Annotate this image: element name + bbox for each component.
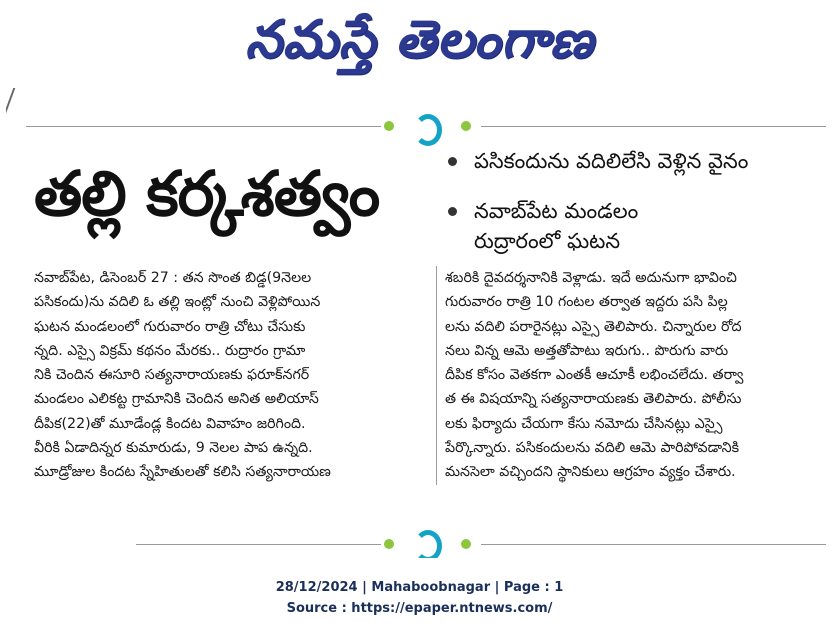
kicker-line: నవాబ్‌పేట మండలం bbox=[474, 199, 639, 223]
blue-arc-ornament bbox=[414, 530, 442, 558]
green-dot-ornament bbox=[384, 121, 394, 131]
article-column-right bbox=[436, 266, 832, 485]
green-dot-ornament bbox=[461, 539, 471, 549]
green-dot-ornament bbox=[461, 121, 471, 131]
body-line: ఘటన మండలంలో గురువారం రాత్రి చోటు చేసుకు bbox=[34, 318, 306, 335]
clip-edge-mark bbox=[6, 88, 15, 128]
body-line: దీపిక కోసం వెతకగా ఎంతకీ ఆచూకీ లభించలేదు. తర్వా bbox=[445, 367, 744, 384]
body-line: మనసెలా వచ్చిందని స్థానికులు ఆగ్రహం వ్యక్తం చేశారు. bbox=[445, 464, 736, 481]
body-line: లను వదిలి పరారైనట్లు ఎస్సై తెలిపారు. చిన్నారుల రోద bbox=[445, 318, 742, 335]
divider-rule bbox=[26, 126, 381, 127]
source-link[interactable]: Source : https://epaper.ntnews.com/ bbox=[286, 601, 553, 616]
masthead bbox=[0, 4, 839, 76]
body-line: పసికందు)ను వదిలి ఓ తల్లి ఇంట్లో నుంచి వెళ్లిపోయిన bbox=[34, 294, 321, 311]
body-line: నికి చెందిన ఈసూరి సత్యనారాయణకు ఫరూక్‌నగర్ bbox=[34, 367, 310, 384]
body-line: పేర్కొన్నారు. పసికందులను వదిలి ఆమె పారిపోవడానికి bbox=[445, 440, 739, 457]
body-line: త ఈ విషయాన్ని సత్యనారాయణకు తెలిపారు. పోలీసు bbox=[445, 391, 742, 408]
body-line: మండలం ఎలికట్ట గ్రామానికి చెందిన అనిత అలియాస్ bbox=[34, 391, 319, 408]
body-line: నవాబ్‌పేట, డిసెంబర్ 27 : తన సొంత బిడ్డ(9నెలల bbox=[34, 270, 312, 286]
divider-rule bbox=[481, 126, 826, 127]
body-line: న్నది. ఎస్సై విక్రమ్ కథనం మేరకు.. రుద్రారం గ్రామా bbox=[34, 342, 306, 359]
newspaper-logo: నమస్తే తెలంగాణ bbox=[245, 10, 594, 70]
body-line: గురువారం రాత్రి 10 గంటల తర్వాత ఇద్దరు పసి పిల్ల bbox=[445, 294, 728, 311]
body-line: లకు ఫిర్యాదు చేయగా కేసు నమోదు చేసినట్లు ఎస్సై bbox=[445, 415, 723, 432]
bullet-icon bbox=[448, 157, 457, 166]
kicker-item bbox=[438, 196, 832, 256]
article-headline: తల్లి కర్కశత్వం bbox=[34, 157, 380, 230]
kicker-line: రుద్రారంలో ఘటన bbox=[474, 229, 621, 253]
body-line: వీరికి ఏడాదిన్నర కుమారుడు, 9 నెలల పాప ఉన్నది. bbox=[34, 440, 313, 457]
bullet-icon bbox=[448, 207, 457, 216]
body-line: మూడ్రోజుల కిందట స్నేహితులతో కలిసి సత్యనారాయణ bbox=[34, 464, 331, 481]
body-line: నలు విన్న ఆమె అత్తతోపాటు ఇరుగు.. పొరుగు వారు bbox=[445, 342, 729, 359]
divider-rule bbox=[136, 544, 381, 545]
body-line: శబరికి దైవదర్శనానికి వెళ్లాడు. ఇదే అదునుగా భావించి bbox=[445, 270, 737, 286]
divider-rule bbox=[481, 544, 826, 545]
kicker-item bbox=[438, 146, 832, 176]
green-dot-ornament bbox=[384, 539, 394, 549]
article-clipping bbox=[6, 88, 832, 558]
blue-arc-ornament bbox=[414, 114, 442, 146]
article-column-left bbox=[34, 266, 416, 485]
body-line: దీపిక(22)తో మూడేండ్ల కిందట వివాహం జరిగింది. bbox=[34, 415, 306, 432]
kicker-line: పసికందును వదిలిలేసి వెళ్లిన వైనం bbox=[474, 149, 749, 173]
edition-info: 28/12/2024 | Mahaboobnagar | Page : 1 bbox=[275, 580, 564, 595]
